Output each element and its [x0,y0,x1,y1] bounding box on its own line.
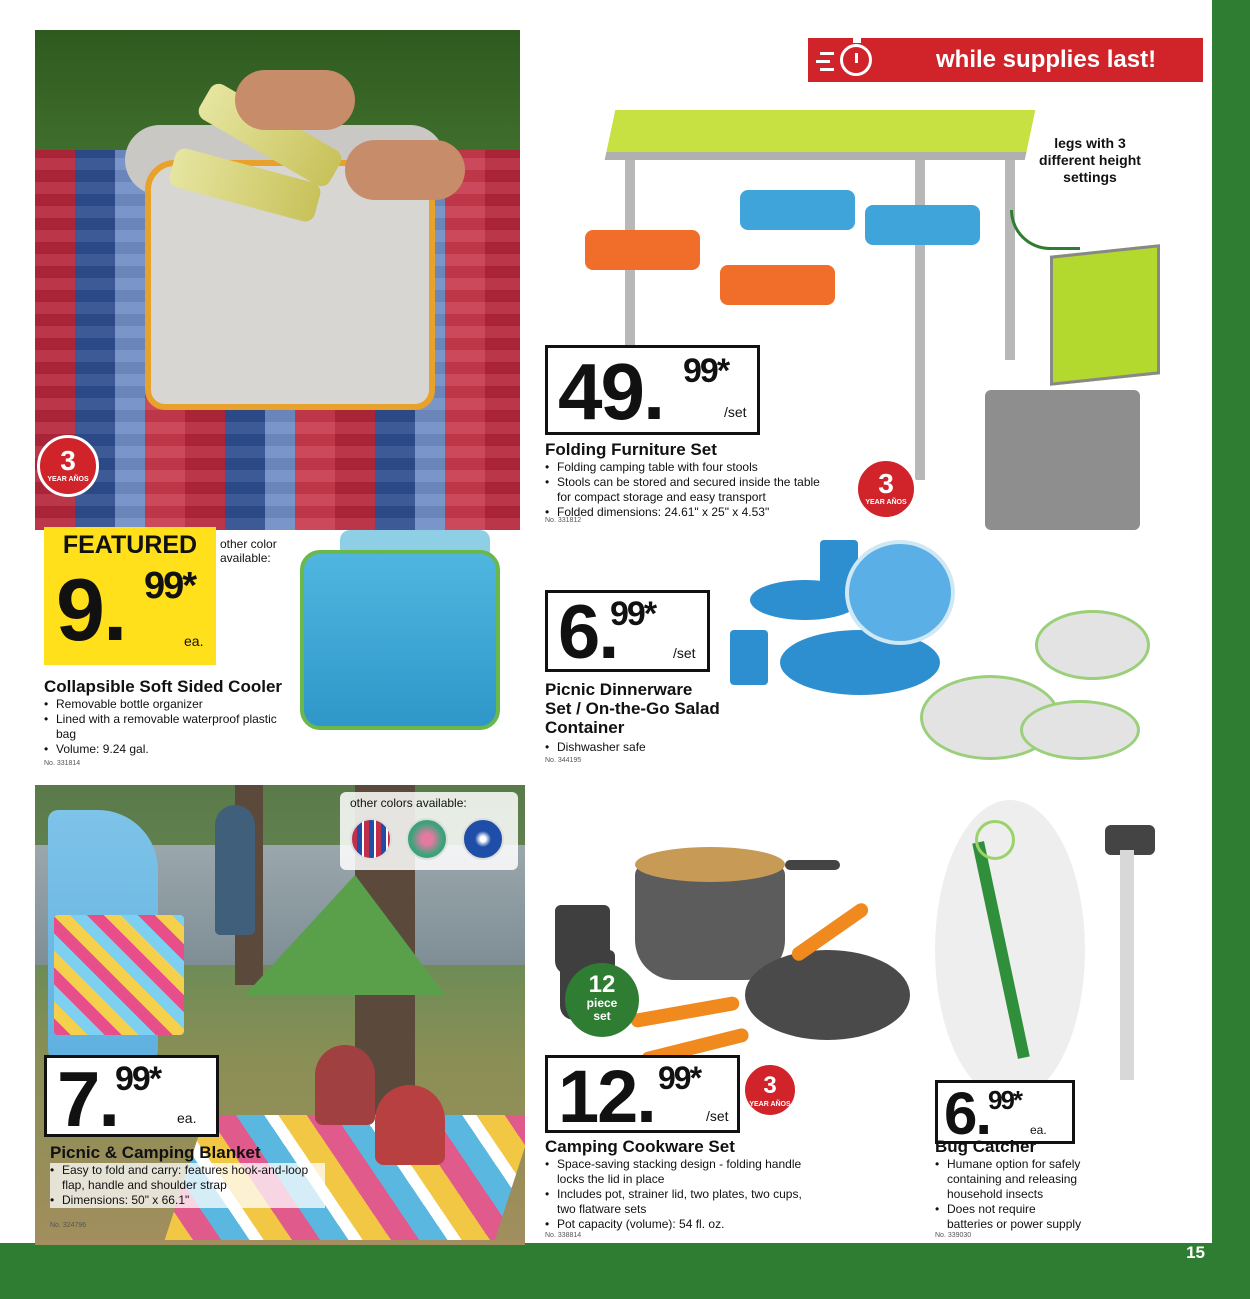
bullet: • Includes pot, strainer lid, two plates, two cups, two flatware sets [545,1187,805,1217]
page-number: 15 [1186,1243,1205,1262]
stool [740,190,855,230]
furniture-bullets [545,460,835,520]
price-unit: /set [673,645,696,661]
stool [585,230,700,270]
salad-bowl [1020,700,1140,760]
person [375,1085,445,1165]
open-folded-table [985,390,1140,530]
price-main: 6. [944,1080,991,1147]
blanket-price-tag [44,1055,219,1143]
furniture-price-tag [545,345,760,435]
cooler-body [300,550,500,730]
plate-bowl [745,950,910,1040]
blanket-color-options [340,792,518,870]
bullet: • Folding camping table with four stools [545,460,835,475]
furniture-title: Folding Furniture Set [545,440,717,459]
pot [635,865,785,980]
stool [720,265,835,305]
bullet: • Pot capacity (volume): 54 fl. oz. [545,1217,805,1232]
bullet: • Removable bottle organizer [44,697,284,712]
bullet: • Humane option for safely containing and releasing household insects [935,1157,1085,1202]
price-main: 6. [558,590,618,675]
warranty-badge: 3 YEAR AÑOS [855,458,917,520]
dinnerware-photo [720,540,1210,770]
other-colors-note: other colors available: [350,796,467,810]
price-unit: /set [706,1108,729,1124]
price-main: 7. [57,1055,119,1143]
price-unit: /set [724,404,747,420]
legs-note: legs with 3 different height settings [1039,135,1141,185]
dinnerware-title: Picnic Dinnerware Set / On-the-Go Salad Container [545,680,720,737]
price-main: 49. [558,347,664,436]
knife-fork [630,996,741,1029]
price-cents: 99* [658,1060,701,1096]
blue-cooler-photo [290,530,525,745]
folded-blanket [54,915,184,1035]
green-side-bar [1212,0,1250,1243]
dinnerware-price-tag [545,590,710,675]
bullet: • Folded dimensions: 24.61" x 25" x 4.53" [545,505,835,520]
salad-bowl [1035,610,1150,680]
salad-container [845,540,955,645]
cookware-bullets [545,1157,805,1232]
sku: No. 338814 [545,1232,582,1239]
stool [865,205,980,245]
cookware-title: Camping Cookware Set [545,1137,735,1156]
bullet: • Space-saving stacking design - folding handle locks the lid in place [545,1157,805,1187]
hand [235,70,355,130]
sku: No. 344195 [545,757,582,764]
bullet: • Dishwasher safe [545,740,745,755]
dinnerware-bullets [545,740,745,755]
hand [345,140,465,200]
sku: No. 331814 [44,760,81,767]
price-main: 12. [558,1055,655,1138]
cooler-price-tag [44,560,216,665]
table-leg [1005,160,1015,360]
price-unit: ea. [1030,1123,1047,1137]
price-cents: 99* [683,352,729,390]
price-cents: 99* [988,1085,1022,1115]
warranty-badge: 3 YEAR AÑOS [742,1062,798,1118]
cookware-price-tag [545,1055,740,1138]
bullet: • Volume: 9.24 gal. [44,742,284,757]
price-main: 9. [56,560,126,659]
swatch-stars [462,818,504,860]
cooler-bullets [44,697,284,757]
person [215,805,255,935]
cup [730,630,768,685]
pot-handle [785,860,840,870]
blanket-title: Picnic & Camping Blanket [50,1143,261,1162]
featured-badge: FEATURED [44,527,216,563]
blanket-bullets [50,1163,325,1208]
price-unit: ea. [184,633,204,649]
sku: No. 339030 [935,1232,972,1239]
other-color-note: other color available: [220,537,277,565]
bug-catcher-title: Bug Catcher [935,1137,1037,1156]
wall-background [935,800,1085,1100]
folded-table-case [1050,244,1160,386]
price-cents: 99* [610,595,656,633]
price-cents: 99* [144,565,196,607]
bristle-head [975,820,1015,860]
bullet: • Dimensions: 50" x 66.1" [50,1193,325,1208]
table-top [605,110,1036,160]
bullet: • Stools can be stored and secured inside the table for compact storage and easy transport [545,475,835,505]
catcher-shaft [972,841,1029,1059]
bug-catcher-photo [915,800,1205,1100]
green-bottom-bar [0,1243,1250,1299]
piece-count-badge: 12 piece set [565,963,639,1037]
swatch-tropical [406,818,448,860]
bullet: • Easy to fold and carry: features hook-and-loop flap, handle and shoulder strap [50,1163,325,1193]
cooler-title: Collapsible Soft Sided Cooler [44,677,283,696]
swatch-striped [350,818,392,860]
person [315,1045,375,1125]
cooler-photo [35,30,520,530]
price-unit: ea. [177,1110,197,1126]
bullet: • Lined with a removable waterproof plastic bag [44,712,284,742]
price-cents: 99* [115,1060,161,1098]
banner-text: while supplies last! [936,46,1157,73]
catcher-tube [1120,850,1134,1080]
bug-catcher-bullets [935,1157,1085,1232]
strainer-lid [635,847,785,882]
warranty-badge: 3 YEAR AÑOS [37,435,99,497]
sku: No. 324796 [50,1222,87,1229]
sku: No. 331812 [545,517,582,524]
bullet: • Does not require batteries or power supply [935,1202,1085,1232]
